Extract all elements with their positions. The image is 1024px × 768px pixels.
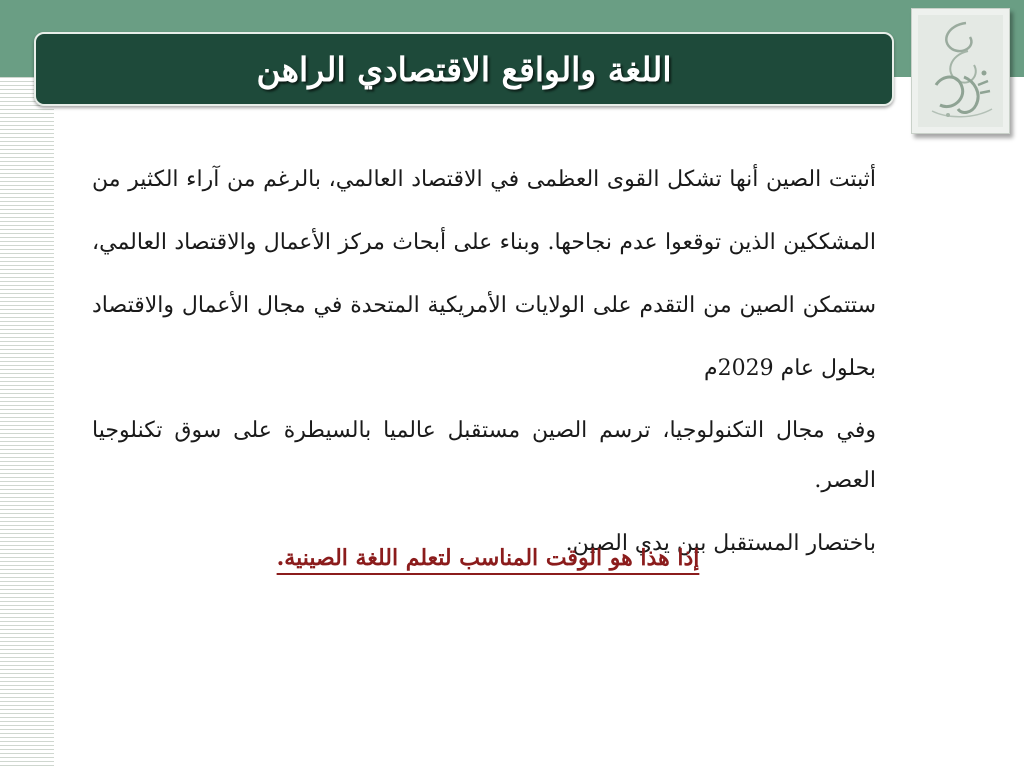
left-stripe-decoration bbox=[0, 77, 54, 768]
title-bar bbox=[34, 32, 894, 106]
conclusion bbox=[0, 545, 976, 571]
logo bbox=[911, 8, 1010, 134]
paragraph-summary: باختصار المستقبل بين يدي الصين. bbox=[565, 531, 876, 556]
calligraphy-logo-icon bbox=[918, 15, 1003, 127]
slide-body bbox=[92, 148, 876, 564]
paragraph-technology: وفي مجال التكنولوجيا، ترسم الصين مستقبل عالميا بالسيطرة على سوق تكنلوجيا العصر. bbox=[92, 418, 876, 493]
conclusion-text: إذا هذا هو الوقت المناسب لتعلم اللغة الصينية. bbox=[276, 545, 700, 571]
paragraph-economy: أثبتت الصين أنها تشكل القوى العظمى في الاقتصاد العالمي، بالرغم من آراء الكثير من المشككين الذين توقعوا عدم نجاحها. وبناء على أبحاث مركز الأعمال والاقتصاد العالمي، ستتمكن الصين من التقدم على الولايات الأمريكية المتحدة في مجال الأعمال والاقتصاد بحلول عام 2029م bbox=[92, 167, 876, 381]
slide-title: اللغة والواقع الاقتصادي الراهن bbox=[256, 49, 672, 89]
